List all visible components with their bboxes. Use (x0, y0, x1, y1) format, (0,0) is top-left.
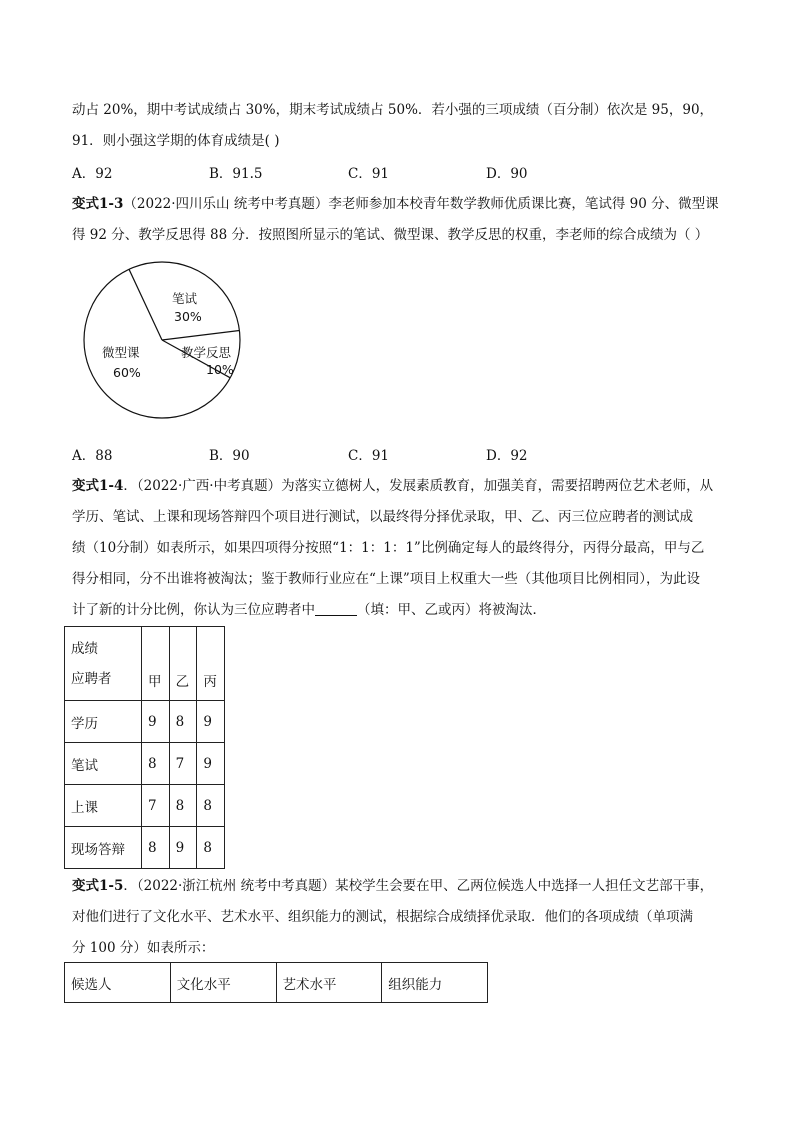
table-row (65, 701, 225, 743)
row-label-xianchangdabian: 现场答辩 (65, 827, 142, 869)
q12-option-c[interactable]: C．91 (348, 166, 390, 182)
q15-line2: 对他们进行了文化水平、艺术水平、组织能力的测试，根据综合成绩择优录取．他们的各项成绩（单项满 (72, 909, 693, 925)
q12-option-a[interactable]: A．92 (72, 166, 113, 182)
q13-text-1: （2022·四川乐山 统考中考真题）李老师参加本校青年数学教师优质课比赛，笔试得 90 分、微型课 (123, 196, 719, 212)
q15-line1 (72, 876, 713, 896)
table-row (65, 785, 225, 827)
q14-label: 变式1-4 (72, 478, 124, 494)
table-cell: 9 (142, 701, 170, 743)
q13-line2: 得 92 分、教学反思得 88 分．按照图所显示的笔试、微型课、教学反思的权重，李老师的综合成绩为（ ） (72, 227, 709, 243)
q14-line5 (72, 600, 546, 620)
q14-line4: 得分相同，分不出谁将被淘汰；鉴于教师行业应在“上课”项目上权重大一些（其他项目比例相同），为此设 (72, 571, 701, 587)
header-wenhuashuiping: 文化水平 (170, 963, 276, 1003)
q12-option-d[interactable]: D．90 (486, 166, 528, 182)
table-cell: 8 (197, 785, 225, 827)
table-cell: 7 (169, 743, 197, 785)
q14-line3: 绩（10分制）如表所示，如果四项得分按照“1：1：1：1”比例确定每人的最终得分，丙得分最高，甲与乙 (72, 540, 705, 556)
q13-label: 变式1-3 (72, 196, 124, 212)
q15-line3: 分 100 分）如表所示： (72, 940, 215, 956)
table-cell: 9 (197, 701, 225, 743)
header-zuzhinengli: 组织能力 (382, 963, 488, 1003)
header-yishushuiping: 艺术水平 (276, 963, 382, 1003)
row-label-bishi: 笔试 (65, 743, 142, 785)
q14-line1 (72, 476, 713, 496)
table-header-row (65, 963, 488, 1003)
table-cell: 8 (142, 827, 170, 869)
q14-text-5b: （填：甲、乙或丙）将被淘汰． (357, 602, 546, 618)
q12-options (72, 162, 672, 182)
table-cell: 8 (169, 701, 197, 743)
column-header-yi: 乙 (169, 627, 197, 701)
pie-chart (80, 258, 245, 423)
slice-edge-bishi (129, 269, 162, 340)
table-corner-cell (65, 627, 142, 701)
q13-option-d[interactable]: D．92 (486, 448, 528, 464)
table-cell: 8 (142, 743, 170, 785)
table-header-row (65, 627, 225, 701)
column-header-bing: 丙 (197, 627, 225, 701)
q13-option-c[interactable]: C．91 (348, 448, 390, 464)
answer-blank[interactable] (315, 601, 357, 616)
q13-options (72, 444, 672, 464)
slice-label-jiaoxuefansi: 教学反思 (181, 345, 232, 360)
row-label-shangke: 上课 (65, 785, 142, 827)
corner-bottom-text: 应聘者 (71, 670, 112, 687)
slice-label-bishi: 笔试 (172, 291, 198, 306)
table-row (65, 827, 225, 869)
q14-text-5a: 计了新的计分比例，你认为三位应聘者中 (72, 602, 315, 618)
column-header-jia: 甲 (142, 627, 170, 701)
table-cell: 9 (169, 827, 197, 869)
slice-label-weixingke: 微型课 (102, 345, 140, 360)
table-cell: 7 (142, 785, 170, 827)
q13-line1 (72, 194, 719, 214)
slice-value-weixingke: 60% (113, 365, 141, 380)
slice-value-jiaoxuefansi: 10% (206, 362, 234, 377)
table-row (65, 743, 225, 785)
table-cell: 8 (169, 785, 197, 827)
q13-option-b[interactable]: B．90 (209, 448, 250, 464)
q15-candidate-table (64, 962, 488, 1003)
slice-edge-jiaoxuefansi (162, 330, 239, 340)
header-houxuanren: 候选人 (65, 963, 171, 1003)
table-cell: 9 (197, 743, 225, 785)
row-label-xueli: 学历 (65, 701, 142, 743)
q15-text-1: ．（2022·浙江杭州 统考中考真题）某校学生会要在甲、乙两位候选人中选择一人担任文艺部干事， (123, 878, 714, 894)
q14-score-table (64, 626, 225, 869)
q14-line2: 学历、笔试、上课和现场答辩四个项目进行测试，以最终得分择优录取，甲、乙、丙三位应聘者的测试成 (72, 509, 693, 525)
q12-option-b[interactable]: B．91.5 (209, 166, 263, 182)
q12-line1: 动占 20%，期中考试成绩占 30%，期末考试成绩占 50%．若小强的三项成绩（百分制）依次是 95，90， (72, 102, 714, 118)
q14-text-1: ．（2022·广西·中考真题）为落实立德树人，发展素质教育，加强美育，需要招聘两位艺术老师，从 (123, 478, 714, 494)
slice-value-bishi: 30% (174, 309, 202, 324)
q13-option-a[interactable]: A．88 (72, 448, 113, 464)
q12-line2: 91．则小强这学期的体育成绩是( ) (72, 133, 280, 149)
q15-label: 变式1-5 (72, 878, 124, 894)
table-cell: 8 (197, 827, 225, 869)
corner-top-text: 成绩 (71, 640, 98, 657)
